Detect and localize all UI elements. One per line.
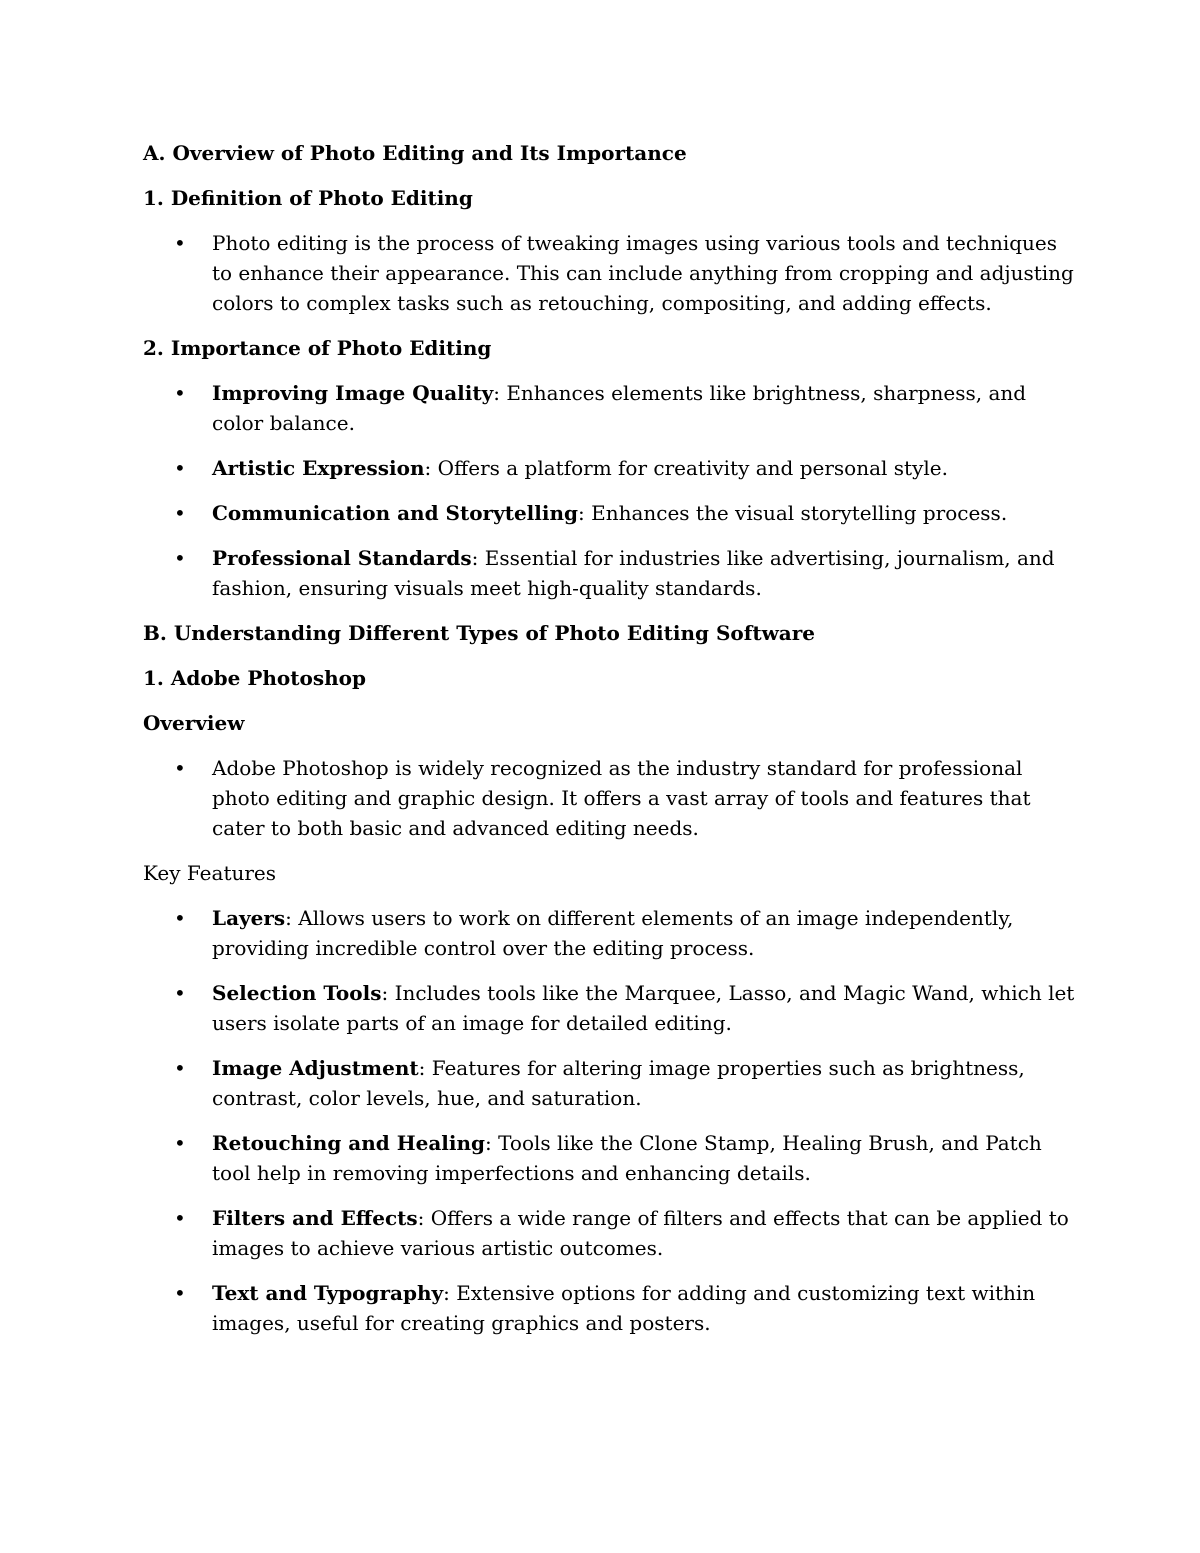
list-item-text: : Essential for industries like advertising, journalism, and fashion, ensuring visuals meet high-quality standards. xyxy=(212,546,1055,600)
bullet-icon: • xyxy=(174,756,186,780)
list-item-text: : Offers a wide range of filters and effects that can be applied to images to achieve various artistic outcomes. xyxy=(212,1206,1069,1260)
list-item xyxy=(143,543,1083,603)
list-item-term: Communication and Storytelling xyxy=(212,501,578,525)
overview-heading: Overview xyxy=(143,711,245,735)
list-item-text: : Includes tools like the Marquee, Lasso, and Magic Wand, which let users isolate parts of an image for detailed editing. xyxy=(212,981,1075,1035)
key-features-heading: Key Features xyxy=(143,861,277,885)
document-page xyxy=(143,138,1083,1353)
list-item-text: Photo editing is the process of tweaking images using various tools and techniques to enhance their appearance. This can include anything from cropping and adjusting colors to complex tasks such as retouching, compositing, and adding effects. xyxy=(212,231,1074,315)
list-item xyxy=(143,378,1083,438)
list-item xyxy=(143,1053,1083,1113)
bullet-icon: • xyxy=(174,981,186,1005)
list-item xyxy=(143,978,1083,1038)
list-item-text: : Allows users to work on different elements of an image independently, providing incredible control over the editing process. xyxy=(212,906,1014,960)
list-item-term: Improving Image Quality xyxy=(212,381,494,405)
section-a-heading: A. Overview of Photo Editing and Its Importance xyxy=(143,141,687,165)
list-item xyxy=(143,903,1083,963)
list-item xyxy=(143,498,1083,528)
bullet-icon: • xyxy=(174,1131,186,1155)
list-item xyxy=(143,228,1083,318)
list-item-text: Adobe Photoshop is widely recognized as the industry standard for professional photo editing and graphic design. It offers a vast array of tools and features that cater to both basic and advanced editing needs. xyxy=(212,756,1031,840)
bullet-icon: • xyxy=(174,501,186,525)
bullet-icon: • xyxy=(174,1206,186,1230)
list-item xyxy=(143,1278,1083,1338)
list-item-text: : Offers a platform for creativity and personal style. xyxy=(424,456,948,480)
list-item-term: Text and Typography xyxy=(212,1281,444,1305)
bullet-icon: • xyxy=(174,456,186,480)
list-item-term: Image Adjustment xyxy=(212,1056,419,1080)
list-item-text: : Enhances elements like brightness, sharpness, and color balance. xyxy=(212,381,1027,435)
bullet-icon: • xyxy=(174,906,186,930)
bullet-icon: • xyxy=(174,1281,186,1305)
list-item-text: : Enhances the visual storytelling process. xyxy=(578,501,1008,525)
key-features-list xyxy=(143,903,1083,1338)
list-item-term: Layers xyxy=(212,906,286,930)
list-item-term: Selection Tools xyxy=(212,981,382,1005)
list-item-term: Artistic Expression xyxy=(212,456,425,480)
definition-list xyxy=(143,228,1083,318)
definition-heading: 1. Definition of Photo Editing xyxy=(143,186,473,210)
list-item-term: Professional Standards xyxy=(212,546,472,570)
bullet-icon: • xyxy=(174,381,186,405)
list-item xyxy=(143,753,1083,843)
section-b-heading: B. Understanding Different Types of Photo Editing Software xyxy=(143,621,816,645)
list-item-term: Retouching and Healing xyxy=(212,1131,486,1155)
bullet-icon: • xyxy=(174,546,186,570)
list-item xyxy=(143,453,1083,483)
importance-heading: 2. Importance of Photo Editing xyxy=(143,336,492,360)
list-item-text: : Extensive options for adding and customizing text within images, useful for creating graphics and posters. xyxy=(212,1281,1036,1335)
overview-list xyxy=(143,753,1083,843)
list-item xyxy=(143,1203,1083,1263)
list-item xyxy=(143,1128,1083,1188)
list-item-text: : Features for altering image properties such as brightness, contrast, color levels, hue, and saturation. xyxy=(212,1056,1025,1110)
bullet-icon: • xyxy=(174,1056,186,1080)
importance-list xyxy=(143,378,1083,603)
photoshop-heading: 1. Adobe Photoshop xyxy=(143,666,366,690)
bullet-icon: • xyxy=(174,231,186,255)
list-item-text: : Tools like the Clone Stamp, Healing Brush, and Patch tool help in removing imperfections and enhancing details. xyxy=(212,1131,1042,1185)
list-item-term: Filters and Effects xyxy=(212,1206,418,1230)
